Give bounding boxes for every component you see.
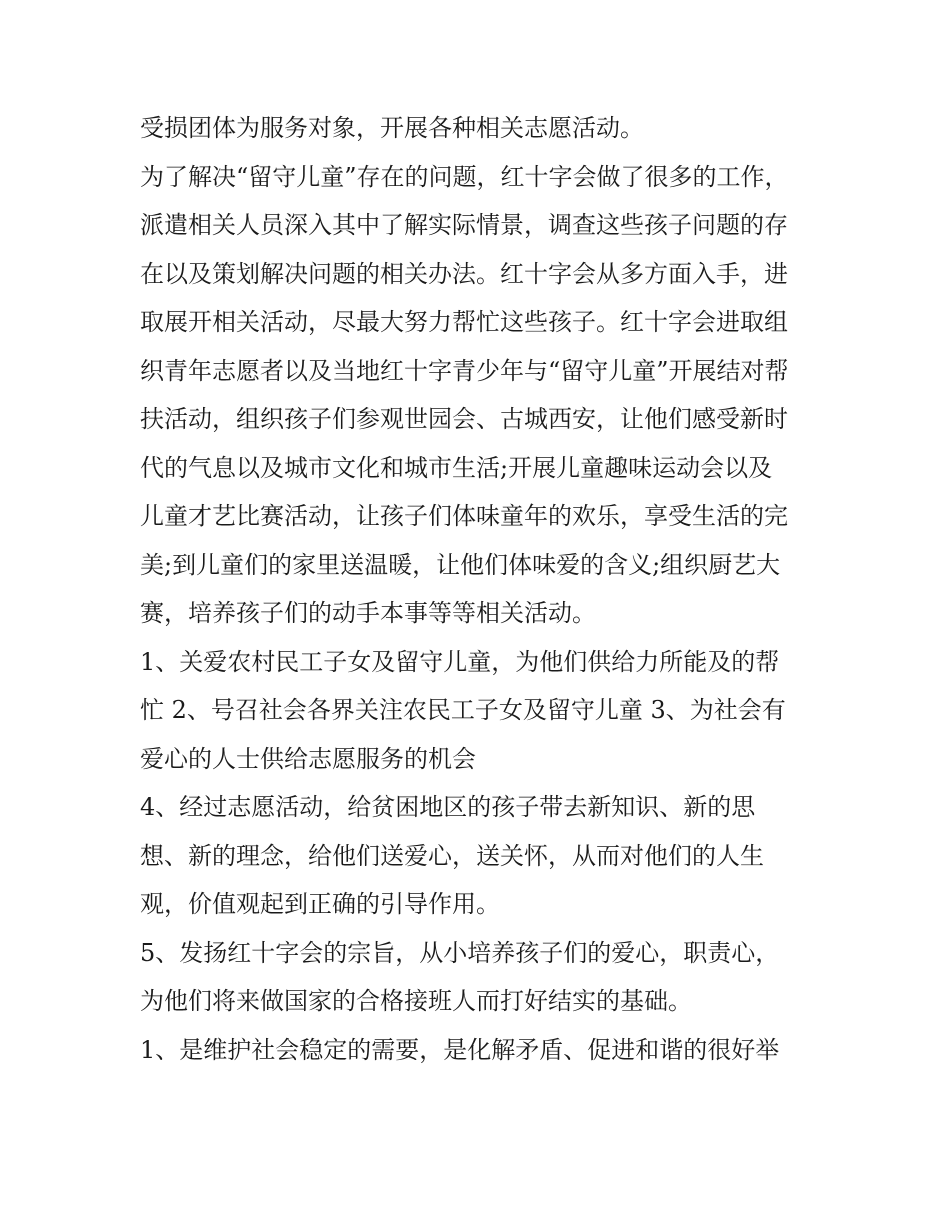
text-line: 儿童才艺比赛活动，让孩子们体味童年的欢乐，享受生活的完 (140, 502, 788, 530)
document-body (140, 104, 820, 1074)
text-line: 爱心的人士供给志愿服务的机会 (140, 744, 476, 773)
text-line: 观，价值观起到正确的引导作用。 (140, 890, 500, 918)
text-line: 在以及策划解决问题的相关办法。红十字会从多方面入手，进 (140, 259, 788, 288)
text-line: 赛，培养孩子们的动手本事等等相关活动。 (140, 599, 596, 627)
text-line: 扶活动，组织孩子们参观世园会、古城西安，让他们感受新时 (140, 405, 788, 433)
text-line: 4、经过志愿活动，给贫困地区的孩子带去新知识、新的思 (140, 793, 756, 821)
text-line: 受损团体为服务对象，开展各种相关志愿活动。 (140, 114, 644, 142)
text-line: 美;到儿童们的家里送温暖，让他们体味爱的含义;组织厨艺大 (140, 550, 781, 579)
text-line: 为他们将来做国家的合格接班人而打好结实的基础。 (140, 987, 692, 1015)
text-line: 1、关爱农村民工子女及留守儿童，为他们供给力所能及的帮 (140, 647, 780, 676)
text-line: 为了解决“留守儿童”存在的问题，红十字会做了很多的工作， (140, 162, 789, 191)
text-line: 5、发扬红十字会的宗旨，从小培养孩子们的爱心，职责心， (140, 938, 780, 967)
text-line: 想、新的理念，给他们送爱心，送关怀，从而对他们的人生 (140, 841, 764, 870)
text-line: 忙 2、号召社会各界关注农民工子女及留守儿童 3、为社会有 (140, 696, 786, 724)
text-line: 代的气息以及城市文化和城市生活;开展儿童趣味运动会以及 (140, 453, 773, 482)
text-line: 取展开相关活动，尽最大努力帮忙这些孩子。红十字会进取组 (140, 308, 788, 336)
text-line: 派遣相关人员深入其中了解实际情景，调查这些孩子问题的存 (140, 211, 788, 239)
text-line: 织青年志愿者以及当地红十字青少年与“留守儿童”开展结对帮 (140, 356, 789, 385)
text-line: 1、是维护社会稳定的需要，是化解矛盾、促进和谐的很好举 (140, 1035, 780, 1064)
